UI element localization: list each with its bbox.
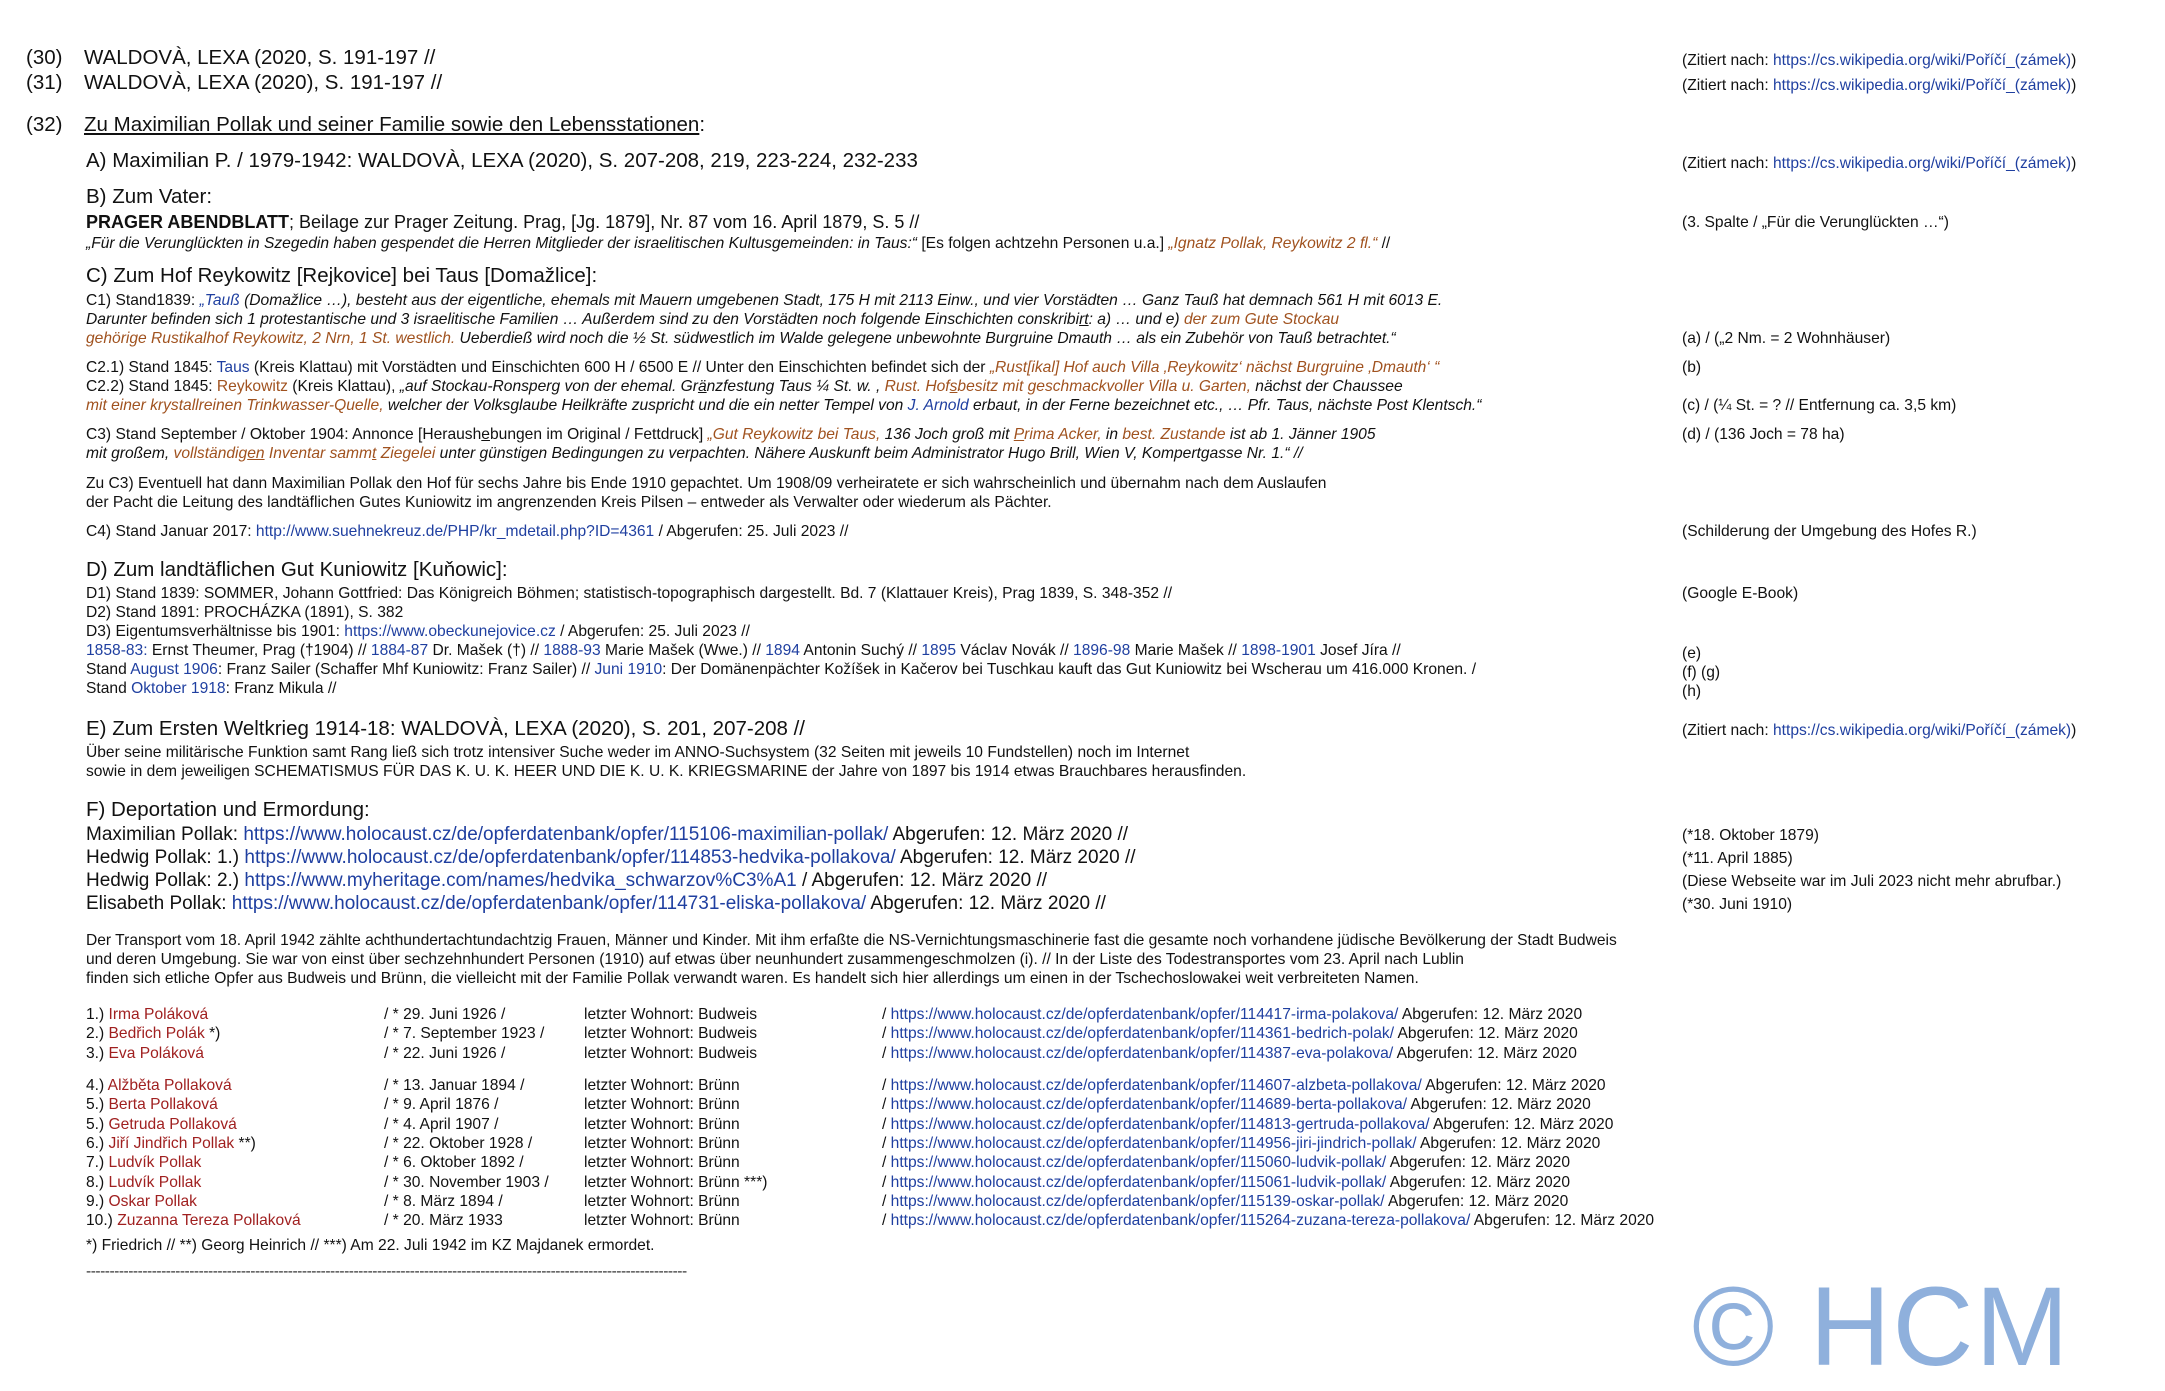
c22-quote-b: nzfestung Taus ¼ St. w. ,: [706, 378, 885, 395]
d5-note: (f) (g): [1682, 664, 1721, 681]
victim-name: Alžběta Pollaková: [107, 1077, 232, 1094]
owner-3: Marie Mašek (Wwe.) //: [600, 642, 766, 659]
c22-quote-i: erbaut, in der Ferne bezeichnet etc., … Pfr. Taus, nächste Post Klentsch.“: [968, 397, 1482, 414]
note-suffix: ): [2071, 77, 2077, 94]
victim-database-link[interactable]: https://www.holocaust.cz/de/opferdatenbank/opfer/115061-ludvik-pollak/: [890, 1173, 1387, 1191]
c3-quote-j: en: [247, 445, 265, 462]
transport-paragraph-3: finden sich etliche Opfer aus Budweis und Brünn, die vielleicht mit der Familie Pollak verwandt waren. Es handelt sich hier allerdings um einen in der Tschechoslowakei weit verbreiteten Namen.: [86, 970, 1419, 987]
slash: /: [882, 1154, 891, 1172]
d1-line: D1) Stand 1839: SOMMER, Johann Gottfried: Das Königreich Böhmen; statistisch-topographisch dargestellt. Bd. 7 (Klattauer Kreis), Prag 1839, S. 348-352 //: [86, 585, 1173, 602]
victim-birth: / * 29. Juni 1926 /: [384, 1006, 506, 1023]
person-label: Maximilian Pollak:: [86, 824, 244, 845]
section-e-line-1: Über seine militärische Funktion samt Rang ließ sich trotz intensiver Suche weder im ANNO-Suchsystem (32 Seiten mit jeweils 10 Fundstellen) noch im Internet: [86, 744, 1190, 761]
victim-name-cell: [86, 1212, 301, 1230]
period-1898: 1898-1901: [1241, 642, 1316, 659]
d3-accessed: / Abgerufen: 25. Juli 2023 //: [555, 623, 750, 640]
victim-link-cell: [882, 1212, 1654, 1230]
c1-note: (a) / („2 Nm. = 2 Wohnhäuser): [1682, 330, 1891, 347]
c3-line-2: [86, 445, 1303, 463]
victim-birth: / * 22. Juni 1926 /: [384, 1044, 506, 1062]
slash: /: [882, 1044, 891, 1062]
c3-quote-b: 136 Joch groß mit: [880, 426, 1014, 443]
c1-quote-2c: der zum Gute Stockau: [1183, 311, 1340, 328]
birth-note: (*11. April 1885): [1682, 850, 1793, 867]
c21-line: [86, 359, 1439, 377]
slash: /: [882, 1096, 891, 1114]
victim-link-cell: [882, 1135, 1600, 1153]
victim-database-link[interactable]: https://www.myheritage.com/names/hedvika_schwarzov%C3%A1: [244, 870, 797, 891]
wikipedia-link[interactable]: https://cs.wikipedia.org/wiki/Poříčí_(zámek): [1773, 155, 2072, 172]
victim-number: 3.): [86, 1044, 109, 1062]
victim-birth: / * 9. April 1876 /: [384, 1096, 499, 1114]
c22-quote-e: nächst der Chaussee: [1250, 378, 1403, 395]
c3-quote-k: Inventar samm: [264, 445, 373, 462]
c22-text: (Kreis Klattau),: [287, 378, 400, 395]
heading-text: Zu Maximilian Pollak und seiner Familie sowie den Lebensstationen: [84, 113, 700, 136]
section-e-note: [1682, 722, 2076, 740]
c4-line: [86, 523, 848, 541]
note-suffix: ): [2071, 155, 2077, 172]
victim-name: Ludvík Pollak: [108, 1173, 202, 1191]
c3-quote-m: Ziegelei: [376, 445, 436, 462]
victim-name-cell: [86, 1174, 201, 1192]
note-suffix: ): [2071, 722, 2077, 739]
period-1894: 1894: [765, 642, 800, 659]
c22-quote-c: Rust. Hof: [884, 378, 950, 395]
c3-quote-i: vollständig: [173, 445, 248, 462]
d2-line: D2) Stand 1891: PROCHÁZKA (1891), S. 382: [86, 604, 404, 621]
c3-quote-c: P: [1013, 426, 1025, 443]
victim-birth: / * 13. Januar 1894 /: [384, 1077, 525, 1094]
c4-note: (Schilderung der Umgebung des Hofes R.): [1682, 523, 1977, 540]
accessed-date: Abgerufen: 12. März 2020 //: [866, 893, 1106, 914]
victim-number: 2.): [86, 1025, 109, 1043]
footnote-32-number: (32): [26, 113, 63, 136]
d6-line: [86, 680, 337, 698]
c22-note: (c) / (¼ St. = ? // Entfernung ca. 3,5 km): [1682, 397, 1957, 414]
suehnekreuz-link[interactable]: http://www.suehnekreuz.de/PHP/kr_mdetail.php?ID=4361: [255, 523, 655, 540]
victim-number: 10.): [86, 1212, 118, 1230]
quote-insert: [Es folgen achtzehn Personen u.a.]: [917, 235, 1169, 252]
d3-line: [86, 623, 750, 641]
victim-birth: / * 4. April 1907 /: [384, 1115, 499, 1133]
d5-line: [86, 661, 1476, 679]
victim-number: 4.): [86, 1077, 108, 1094]
footnote-32-heading: Zu Maximilian Pollak und seiner Familie sowie den Lebensstationen:: [84, 113, 706, 136]
victim-name-cell: [86, 1135, 256, 1153]
c21-label: C2.1) Stand 1845:: [86, 359, 217, 376]
victim-link-cell: [882, 1174, 1570, 1192]
c22-label: C2.2) Stand 1845:: [86, 378, 217, 395]
victims-footnote: *) Friedrich // **) Georg Heinrich // ***) Am 22. Juli 1942 im KZ Majdanek ermordet.: [86, 1237, 655, 1254]
victim-database-link[interactable]: https://www.holocaust.cz/de/opferdatenbank/opfer/114853-hedvika-pollakova/: [244, 847, 896, 868]
victim-database-link[interactable]: https://www.holocaust.cz/de/opferdatenbank/opfer/114361-bedrich-polak/: [890, 1025, 1395, 1043]
c3-quote-n: unter günstigen Bedingungen zu verpachten. Nähere Auskunft beim Administrator Hugo Brill, Wien V, Kompertgasse Nr. 1.“ //: [435, 445, 1303, 462]
c22-quote-h: J. Arnold: [907, 397, 969, 414]
victim-link-cell: [882, 1154, 1570, 1172]
d5-text-2: : Der Domänenpächter Kožíšek in Kačerov bei Tuschkau kauft das Gut Kuniowitz bei Wscherau um 416.000 Kronen. /: [662, 661, 1477, 678]
d3-label: D3) Eigentumsverhältnisse bis 1901:: [86, 623, 345, 640]
c21-text: (Kreis Klattau) mit Vorstädten und Einschichten 600 H / 6500 E // Unter den Einschichten befindet sich der: [249, 359, 990, 376]
owner-2: Dr. Mašek (†) //: [428, 642, 544, 659]
victim-name-cell: [86, 1154, 201, 1172]
victim-number: 5.): [86, 1096, 109, 1114]
victim-name-cell: [86, 1193, 197, 1211]
zu-c3-line-2: der Pacht die Leitung des landtäflichen Gutes Kuniowitz im angrenzenden Kreis Pilsen – entweder als Verwalter oder wiederum als Pächter.: [86, 494, 1052, 511]
source-details: ; Beilage zur Prager Zeitung. Prag, [Jg. 1879], Nr. 87 vom 16. April 1879, S. 5 //: [289, 212, 920, 232]
c3-quote-e: in: [1101, 426, 1123, 443]
c22-quote-f: mit einer krystallreinen Trinkwasser-Quelle,: [86, 397, 384, 414]
accessed-date: Abgerufen: 12. März 2020: [1416, 1134, 1601, 1152]
victim-residence: letzter Wohnort: Brünn: [584, 1077, 740, 1094]
d6-label: Stand: [86, 680, 132, 697]
owner-5: Václav Novák //: [956, 642, 1074, 659]
victim-residence: letzter Wohnort: Brünn: [584, 1154, 740, 1172]
victim-residence: letzter Wohnort: Brünn: [584, 1212, 740, 1230]
c21-note: (b): [1682, 359, 1702, 376]
victim-database-link[interactable]: https://www.holocaust.cz/de/opferdatenbank/opfer/114689-berta-pollakova/: [890, 1096, 1408, 1114]
wikipedia-link[interactable]: https://cs.wikipedia.org/wiki/Poříčí_(zámek): [1773, 722, 2072, 739]
zu-c3-line-1: Zu C3) Eventuell hat dann Maximilian Pollak den Hof für sechs Jahre bis Ende 1910 gepachtet. Um 1908/09 verheiratete er sich wahrscheinlich und übernahm nach dem Auslaufen: [86, 475, 1327, 492]
victim-number: 5.): [86, 1115, 109, 1133]
victim-link-cell: [882, 1116, 1613, 1134]
note-suffix: ): [2071, 52, 2077, 69]
note-prefix: (Zitiert nach:: [1682, 52, 1773, 69]
c3-quote-h: mit großem,: [86, 445, 174, 462]
d4-line: [86, 642, 1401, 660]
victim-birth: / * 20. März 1933: [384, 1212, 503, 1230]
person-label: Elisabeth Pollak:: [86, 893, 232, 914]
victim-number: 9.): [86, 1192, 109, 1210]
c1-line-2: [86, 311, 1339, 329]
period-1895: 1895: [921, 642, 957, 659]
footnote-30-text: WALDOVÀ, LEXA (2020, S. 191-197 //: [84, 46, 436, 69]
victim-number: 8.): [86, 1173, 109, 1191]
deportation-row: [86, 870, 1047, 892]
c1-quote-3b: Ueberdieß wird noch die ½ St. südwestlich im Walde gelegene unbewohnte Burgruine Dmauth … als ein Zubehör von Tauß betrachtet.“: [455, 330, 1396, 347]
section-b-quote: [86, 235, 1390, 253]
c21-place: Taus: [216, 359, 250, 376]
victim-database-link[interactable]: https://www.holocaust.cz/de/opferdatenbank/opfer/114607-alzbeta-pollakova/: [890, 1077, 1422, 1094]
accessed-date: Abgerufen: 12. März 2020: [1394, 1025, 1578, 1043]
footnote-31-text: WALDOVÀ, LEXA (2020), S. 191-197 //: [84, 71, 443, 94]
copyright-watermark: © HCM: [1692, 1264, 2071, 1389]
wikipedia-link[interactable]: https://cs.wikipedia.org/wiki/Poříčí_(zámek): [1773, 77, 2072, 94]
victim-residence: letzter Wohnort: Brünn: [584, 1192, 740, 1210]
victim-name: Zuzanna Tereza Pollaková: [117, 1212, 301, 1230]
victim-name: Jiří Jindřich Pollak: [108, 1134, 235, 1152]
owner-1: Ernst Theumer, Prag (†1904) //: [147, 642, 371, 659]
victim-database-link[interactable]: https://www.holocaust.cz/de/opferdatenbank/opfer/114417-irma-polakova/: [890, 1006, 1399, 1023]
slash: /: [882, 1192, 891, 1210]
accessed-date: Abgerufen: 12. März 2020: [1421, 1077, 1606, 1094]
d4-note: (e): [1682, 645, 1702, 662]
c1-label: C1) Stand1839:: [86, 292, 200, 309]
c21-quote: „Rust[ikal] Hof auch Villa ‚Reykowitz‘ nächst Burgruine ‚Dmauth‘ “: [989, 359, 1440, 376]
victim-name: Ludvík Pollak: [108, 1154, 202, 1172]
c3-label-b: bungen im Original / Fettdruck]: [489, 426, 708, 443]
section-b-title: B) Zum Vater:: [86, 185, 213, 208]
victim-database-link[interactable]: https://www.holocaust.cz/de/opferdatenbank/opfer/114956-jiri-jindrich-pollak/: [890, 1134, 1417, 1152]
victim-database-link[interactable]: https://www.holocaust.cz/de/opferdatenbank/opfer/115264-zuzana-tereza-pollakova/: [890, 1212, 1471, 1230]
c1-quote-2a: Darunter befinden sich 1 protestantische und 3 israelitische Familien … Außerdem sind zu den Vorstädten noch folgende Einschichten conskribi: [86, 311, 1080, 328]
d6-text: : Franz Mikula //: [225, 680, 337, 697]
section-c-title: C) Zum Hof Reykowitz [Rejkovice] bei Taus [Domažlice]:: [86, 264, 598, 287]
accessed-date: / Abgerufen: 12. März 2020 //: [796, 870, 1048, 891]
victim-name: Irma Poláková: [108, 1006, 209, 1023]
source-title: PRAGER ABENDBLATT: [86, 212, 289, 232]
victim-residence: letzter Wohnort: Brünn: [584, 1096, 740, 1114]
victim-birth: / * 8. März 1894 /: [384, 1192, 503, 1210]
quote-end: //: [1377, 235, 1391, 252]
accessed-date: Abgerufen: 12. März 2020: [1393, 1044, 1577, 1062]
footnote-31-note: [1682, 77, 2076, 95]
victim-residence: letzter Wohnort: Budweis: [584, 1044, 758, 1062]
transport-paragraph-2: und deren Umgebung. Sie war von einst über sechzehnhundert Personen (1910) auf etwas über neunhundert zusammengeschmolzen (i). // In der Liste des Todestransportes vom 23. April nach Lublin: [86, 951, 1464, 968]
victim-residence: letzter Wohnort: Brünn: [584, 1134, 740, 1152]
victim-link-cell: [882, 1077, 1606, 1095]
c3-label: C3) Stand September / Oktober 1904: Annonce [Heraush: [86, 426, 482, 443]
birth-note: (Diese Webseite war im Juli 2023 nicht mehr abrufbar.): [1682, 873, 2062, 890]
victim-name: Berta Pollaková: [108, 1096, 218, 1114]
d6-note: (h): [1682, 683, 1702, 700]
section-b-note: (3. Spalte / „Für die Verunglückten …“): [1682, 214, 1949, 231]
victim-name-cell: [86, 1077, 232, 1095]
c1-quote: (Domažlice …), besteht aus der eigentliche, ehemals mit Mauern umgebenen Stadt, 175 H mit 2113 Einw., und vier Vorstädten … Ganz Tauß hat demnach 561 H mit 6013 E.: [239, 292, 1443, 309]
birth-note: (*30. Juni 1910): [1682, 896, 1793, 913]
owner-6: Marie Mašek //: [1130, 642, 1242, 659]
c22-place: Reykowitz: [216, 378, 288, 395]
period-1858: 1858-83:: [86, 642, 148, 659]
accessed-date: Abgerufen: 12. März 2020: [1429, 1115, 1614, 1133]
section-e-line-2: sowie in dem jeweiligen SCHEMATISMUS FÜR DAS K. U. K. HEER UND DIE K. U. K. KRIEGSMARINE der Jahre von 1897 bis 1914 etwas Brauchbares herausfinden.: [86, 763, 1247, 780]
d5-label: Stand: [86, 661, 131, 678]
c3-quote-l: t: [372, 445, 377, 462]
victim-number: 6.): [86, 1134, 109, 1152]
section-a-text: A) Maximilian P. / 1979-1942: WALDOVÀ, LEXA (2020), S. 207-208, 219, 223-224, 232-233: [86, 149, 918, 172]
c1-place: „Tauß: [199, 292, 240, 309]
footnote-30-number: (30): [26, 46, 63, 69]
slash: /: [882, 1115, 891, 1133]
section-d-title: D) Zum landtäflichen Gut Kuniowitz [Kuňowic]:: [86, 558, 508, 581]
victim-link-cell: [882, 1193, 1568, 1211]
slash: /: [882, 1006, 891, 1023]
note-prefix: (Zitiert nach:: [1682, 77, 1773, 94]
victim-birth: / * 22. Oktober 1928 /: [384, 1134, 533, 1152]
c1-quote-3a: gehörige Rustikalhof Reykowitz, 2 Nrn, 1 St. westlich.: [86, 330, 456, 347]
c3-label-u: e: [481, 426, 490, 443]
accessed-date: Abgerufen: 12. März 2020: [1386, 1154, 1571, 1172]
wikipedia-link[interactable]: https://cs.wikipedia.org/wiki/Poříčí_(zámek): [1773, 52, 2072, 69]
victim-name: Bedřich Polák: [108, 1025, 205, 1043]
quote-highlight: „Ignatz Pollak, Reykowitz 2 fl.“: [1168, 235, 1378, 252]
c1-quote-2u: rt: [1079, 311, 1089, 328]
section-a-note: [1682, 155, 2076, 173]
victim-residence: letzter Wohnort: Brünn ***): [584, 1173, 768, 1191]
footnote-30-note: [1682, 52, 2076, 70]
period-1888: 1888-93: [543, 642, 601, 659]
c3-quote-g: ist ab 1. Jänner 1905: [1225, 426, 1376, 443]
victim-name-cell: [86, 1116, 237, 1134]
victim-link-cell: [882, 1096, 1591, 1114]
victim-database-link[interactable]: https://www.holocaust.cz/de/opferdatenbank/opfer/114387-eva-polakova/: [890, 1044, 1394, 1062]
victim-name-cell: [86, 1045, 204, 1063]
victim-number: 7.): [86, 1154, 109, 1172]
d1-note: (Google E-Book): [1682, 585, 1799, 602]
victim-birth: / * 7. September 1923 /: [384, 1025, 545, 1043]
victim-database-link[interactable]: https://www.holocaust.cz/de/opferdatenbank/opfer/115060-ludvik-pollak/: [890, 1154, 1387, 1172]
victim-link-cell: [882, 1025, 1578, 1043]
deportation-row: [86, 824, 1128, 846]
c22-line-2: [86, 397, 1481, 415]
quote-text: „Für die Verunglückten in Szegedin haben gespendet die Herren Mitglieder der israelitischen Kultusgemeinden: in Taus:“: [86, 235, 917, 252]
victim-name-cell: [86, 1096, 218, 1114]
obeckunejovice-link[interactable]: https://www.obeckunejovice.cz: [344, 623, 556, 640]
victim-database-link[interactable]: https://www.holocaust.cz/de/opferdatenbank/opfer/115139-oskar-pollak/: [890, 1192, 1385, 1210]
deportation-row: [86, 893, 1106, 915]
accessed-date: Abgerufen: 12. März 2020 //: [895, 847, 1136, 868]
victim-note: **): [234, 1134, 256, 1152]
victim-birth: / * 6. Oktober 1892 /: [384, 1154, 524, 1172]
footnote-31-number: (31): [26, 71, 63, 94]
victim-note: *): [204, 1025, 221, 1043]
section-e-title: E) Zum Ersten Weltkrieg 1914-18: WALDOVÀ, LEXA (2020), S. 201, 207-208 //: [86, 717, 805, 740]
accessed-date: Abgerufen: 12. März 2020: [1398, 1006, 1583, 1023]
owner-7: Josef Jíra //: [1315, 642, 1401, 659]
slash: /: [882, 1025, 891, 1043]
slash: /: [882, 1173, 891, 1191]
victim-name-cell: [86, 1025, 220, 1043]
accessed-date: Abgerufen: 12. März 2020: [1407, 1096, 1591, 1114]
c3-quote-a: „Gut Reykowitz bei Taus,: [707, 426, 881, 443]
c22-quote-d: besitz mit geschmackvoller Villa u. Garten,: [957, 378, 1251, 395]
victim-number: 1.): [86, 1006, 109, 1023]
d6-date: Oktober 1918: [131, 680, 226, 697]
victim-link-cell: [882, 1006, 1582, 1024]
c1-line-1: [86, 292, 1442, 310]
victim-name-cell: [86, 1006, 208, 1024]
victim-residence: letzter Wohnort: Budweis: [584, 1006, 758, 1023]
victim-link-cell: [882, 1045, 1577, 1063]
c3-line-1: [86, 426, 1376, 444]
accessed-date: Abgerufen: 12. März 2020: [1470, 1212, 1655, 1230]
c4-accessed: / Abgerufen: 25. Juli 2023 //: [654, 523, 849, 540]
accessed-date: Abgerufen: 12. März 2020: [1386, 1173, 1571, 1191]
c22-line-1: [86, 378, 1403, 396]
person-label: Hedwig Pollak: 2.): [86, 870, 245, 891]
note-prefix: (Zitiert nach:: [1682, 155, 1773, 172]
person-label: Hedwig Pollak: 1.): [86, 847, 245, 868]
period-1884: 1884-87: [370, 642, 429, 659]
c22-quote-cu: s: [949, 378, 958, 395]
victim-database-link[interactable]: https://www.holocaust.cz/de/opferdatenbank/opfer/114731-eliska-pollakova/: [231, 893, 867, 914]
c4-label: C4) Stand Januar 2017:: [86, 523, 256, 540]
victim-name: Oskar Pollak: [108, 1192, 197, 1210]
birth-note: (*18. Oktober 1879): [1682, 827, 1819, 844]
owner-4: Antonin Suchý //: [799, 642, 922, 659]
c1-quote-2b: : a) … und e): [1088, 311, 1184, 328]
victim-residence: letzter Wohnort: Brünn: [584, 1115, 740, 1133]
slash: /: [882, 1134, 891, 1152]
transport-paragraph-1: Der Transport vom 18. April 1942 zählte achthundertachtundachtzig Frauen, Männer und Kinder. Mit ihm erfaßte die NS-Vernichtungsmaschinerie fast die gesamte noch vorhandene jüdische Bevölkerung der Stadt Budweis: [86, 932, 1617, 949]
c22-quote-g: welcher der Volksglaube Heilkräfte zuspricht und die ein netter Tempel von: [383, 397, 908, 414]
victim-database-link[interactable]: https://www.holocaust.cz/de/opferdatenbank/opfer/114813-gertruda-pollakova/: [890, 1115, 1430, 1133]
d5-date-2: Juni 1910: [594, 661, 663, 678]
victim-name: Getruda Pollaková: [108, 1115, 237, 1133]
deportation-row: [86, 847, 1136, 869]
c3-note: (d) / (136 Joch = 78 ha): [1682, 426, 1845, 443]
slash: /: [882, 1077, 891, 1094]
separator-dashes: --------------------------------------------------------------------------------------------------------------------------------: [86, 1263, 687, 1280]
note-prefix: (Zitiert nach:: [1682, 722, 1773, 739]
section-b-source: [86, 212, 919, 233]
period-1896: 1896-98: [1073, 642, 1131, 659]
victim-birth: / * 30. November 1903 /: [384, 1173, 549, 1191]
c1-line-3: [86, 330, 1396, 348]
slash: /: [882, 1212, 891, 1230]
d5-date-1: August 1906: [130, 661, 218, 678]
c3-quote-d: rima Acker,: [1024, 426, 1102, 443]
victim-residence: letzter Wohnort: Budweis: [584, 1025, 758, 1043]
c22-quote-au: ä: [697, 378, 707, 395]
accessed-date: Abgerufen: 12. März 2020 //: [888, 824, 1129, 845]
c3-quote-f: best. Zustande: [1122, 426, 1226, 443]
section-f-title: F) Deportation und Ermordung:: [86, 798, 370, 821]
victim-database-link[interactable]: https://www.holocaust.cz/de/opferdatenbank/opfer/115106-maximilian-pollak/: [243, 824, 889, 845]
victim-name: Eva Poláková: [108, 1044, 204, 1062]
d5-text-1: : Franz Sailer (Schaffer Mhf Kuniowitz: Franz Sailer) //: [217, 661, 595, 678]
c22-quote-a: „auf Stockau-Ronsperg von der ehemal. Gr: [399, 378, 698, 395]
accessed-date: Abgerufen: 12. März 2020: [1384, 1192, 1569, 1210]
